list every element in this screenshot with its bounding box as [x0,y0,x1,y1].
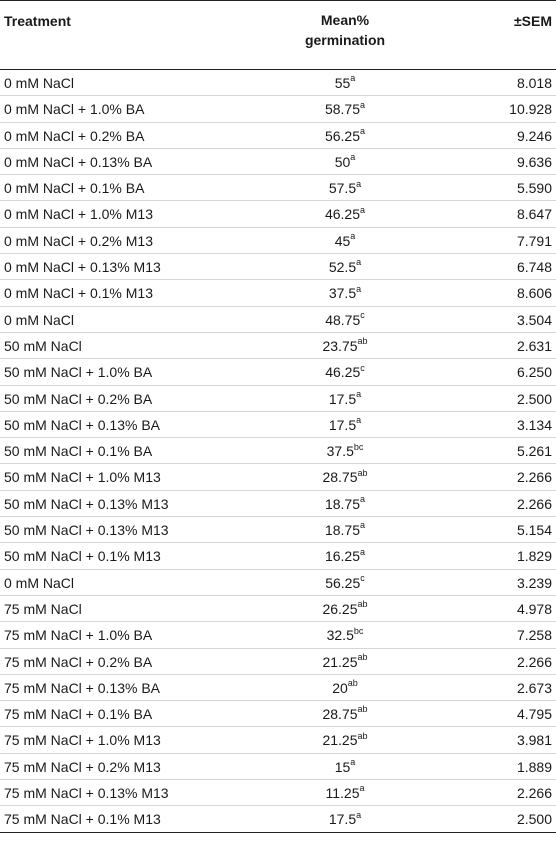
table-row [0,491,556,517]
mean-value: 46.25 [325,364,361,381]
treatment-cell: 75 mM NaCl + 1.0% BA [4,627,153,644]
table-row [0,307,556,333]
significance-letter: ab [357,651,368,662]
treatment-cell: 0 mM NaCl + 1.0% M13 [4,206,153,223]
sem-cell: 2.673 [516,679,552,696]
sem-cell: 7.258 [516,627,552,644]
table-row [0,438,556,464]
significance-letter: c [360,362,365,373]
mean-value: 45 [334,232,351,249]
mean-value: 28.75 [322,469,358,486]
table-row [0,96,556,122]
significance-letter: a [360,125,366,136]
treatment-cell: 0 mM NaCl [4,75,75,91]
mean-germination-cell [270,154,420,170]
sem-cell: 8.018 [516,75,552,91]
sem-cell: 9.246 [516,127,552,144]
mean-germination-cell [270,496,420,512]
mean-value: 20 [332,679,348,696]
sem-cell: 2.266 [516,495,552,512]
sem-cell: 3.981 [516,732,552,749]
sem-cell: 6.748 [516,259,552,276]
sem-cell: 2.631 [516,337,552,354]
significance-letter: a [356,809,362,820]
significance-letter: a [350,73,356,84]
mean-value: 52.5 [328,259,357,276]
significance-letter: a [356,388,362,399]
significance-letter: ab [357,730,368,741]
mean-germination-cell [270,101,420,117]
treatment-cell: 0 mM NaCl + 0.2% BA [4,127,145,144]
sem-cell: 8.647 [516,206,552,223]
table-row [0,254,556,280]
treatment-cell: 0 mM NaCl [4,574,75,591]
mean-value: 28.75 [322,706,358,723]
treatment-cell: 0 mM NaCl + 0.1% M13 [4,285,153,302]
treatment-cell: 50 mM NaCl + 0.13% M13 [4,495,169,512]
mean-value: 57.5 [328,180,357,197]
treatment-cell: 50 mM NaCl + 0.1% M13 [4,548,161,565]
table-row [0,123,556,149]
sem-cell: 4.795 [516,706,552,723]
mean-germination-cell [270,601,420,617]
header-mean-line2: germination [304,32,386,48]
mean-value: 18.75 [324,495,361,512]
header-treatment: Treatment [4,13,71,29]
sem-cell: 3.504 [516,311,552,328]
significance-letter: a [356,178,362,189]
sem-cell: 2.266 [516,469,552,486]
table-row [0,175,556,201]
sem-cell: 2.266 [516,653,552,670]
mean-germination-cell [270,180,420,196]
significance-letter: ab [347,678,358,689]
table-row [0,333,556,359]
table-row [0,359,556,385]
sem-cell: 3.134 [516,416,552,433]
significance-letter: a [359,783,365,794]
treatment-cell: 50 mM NaCl [4,337,82,354]
mean-value: 56.25 [324,127,361,144]
significance-letter: a [360,204,366,215]
treatment-cell: 75 mM NaCl + 0.2% BA [4,653,153,670]
mean-value: 23.75 [322,337,358,354]
sem-cell: 2.266 [516,785,552,802]
table-row [0,412,556,438]
sem-cell: 5.261 [516,443,552,460]
significance-letter: a [350,231,356,242]
mean-value: 15 [334,758,351,775]
mean-value: 18.75 [324,522,361,539]
table-row [0,517,556,543]
table-row [0,754,556,780]
mean-germination-cell [270,443,420,459]
treatment-cell: 75 mM NaCl + 0.13% BA [4,679,161,696]
sem-cell: 6.250 [516,364,552,381]
mean-value: 21.25 [322,732,358,749]
table-row [0,149,556,175]
treatment-cell: 75 mM NaCl + 0.2% M13 [4,758,161,775]
table-row [0,727,556,753]
significance-letter: c [360,310,365,321]
table-row [0,701,556,727]
significance-letter: bc [353,625,364,636]
treatment-cell: 50 mM NaCl + 1.0% M13 [4,469,161,486]
sem-cell: 8.606 [516,285,552,302]
sem-cell: 2.500 [516,390,552,407]
mean-germination-cell [270,388,420,407]
mean-germination-cell [270,75,420,91]
significance-letter: a [360,494,366,505]
mean-value: 16.25 [324,548,361,565]
mean-value: 37.5 [326,443,354,460]
treatment-cell: 0 mM NaCl + 0.13% M13 [4,259,161,276]
header-mean-germination [270,10,420,50]
significance-letter: ab [357,336,368,347]
mean-value: 17.5 [328,416,357,433]
mean-germination-cell [270,706,420,722]
sem-cell: 1.829 [516,548,552,565]
sem-cell: 7.791 [516,232,552,249]
treatment-cell: 50 mM NaCl + 0.13% M13 [4,522,169,539]
mean-germination-cell [270,206,420,222]
mean-value: 58.75 [324,101,361,118]
treatment-cell: 0 mM NaCl + 0.1% BA [4,180,145,197]
treatment-cell: 50 mM NaCl + 0.2% BA [4,390,153,407]
table-row [0,675,556,701]
mean-value: 56.25 [325,574,361,591]
mean-value: 50 [334,153,351,170]
significance-letter: ab [357,467,368,478]
treatment-cell: 75 mM NaCl + 0.13% M13 [4,785,169,802]
sem-cell: 10.928 [509,101,552,118]
sem-cell: 1.889 [516,758,552,775]
significance-letter: a [356,283,362,294]
sem-cell: 3.239 [516,574,552,591]
table-row [0,228,556,254]
sem-cell: 2.500 [516,811,552,828]
treatment-cell: 0 mM NaCl + 0.13% BA [4,153,153,170]
treatment-cell: 75 mM NaCl + 1.0% M13 [4,732,161,749]
table-row [0,280,556,306]
treatment-cell: 75 mM NaCl + 0.1% M13 [4,811,161,828]
mean-germination-cell [270,811,420,827]
mean-germination-cell [270,732,420,748]
sem-cell: 9.636 [516,153,552,170]
mean-germination-cell [270,785,420,801]
header-mean-line1: Mean% [320,12,370,28]
mean-germination-cell [270,572,420,591]
mean-germination-cell [270,259,420,275]
significance-letter: bc [353,441,364,452]
table-row [0,649,556,675]
table-row [0,780,556,806]
mean-germination-cell [270,417,420,433]
mean-value: 48.75 [325,311,361,328]
treatment-cell: 0 mM NaCl + 0.2% M13 [4,232,153,249]
mean-value: 17.5 [328,811,357,828]
mean-value: 21.25 [322,653,358,670]
significance-letter: a [356,257,362,268]
table-row [0,386,556,412]
table-row [0,201,556,227]
table-row [0,70,556,96]
mean-value: 17.5 [328,390,357,407]
mean-germination-cell [270,627,420,643]
mean-value: 55 [334,75,351,91]
mean-germination-cell [270,680,420,696]
mean-germination-cell [270,548,420,564]
table-row [0,596,556,622]
mean-germination-cell [270,364,420,380]
mean-value: 32.5 [326,627,354,644]
sem-cell: 4.978 [516,600,552,617]
significance-letter: a [356,415,362,426]
significance-letter: a [350,757,356,768]
mean-germination-cell [270,759,420,775]
table-body [0,70,556,833]
treatment-cell: 0 mM NaCl + 1.0% BA [4,101,145,118]
mean-germination-cell [270,285,420,301]
mean-germination-cell [270,312,420,328]
significance-letter: a [360,546,366,557]
table-row [0,464,556,490]
mean-germination-cell [270,338,420,354]
treatment-cell: 50 mM NaCl + 1.0% BA [4,364,153,381]
significance-letter: ab [357,704,368,715]
treatment-cell: 75 mM NaCl + 0.1% BA [4,706,153,723]
mean-value: 26.25 [322,600,358,617]
significance-letter: ab [357,599,368,610]
sem-cell: 5.154 [516,522,552,539]
mean-value: 46.25 [324,206,361,223]
significance-letter: a [360,520,366,531]
significance-letter: c [360,572,365,583]
treatment-cell: 0 mM NaCl [4,311,75,328]
significance-letter: a [360,99,366,110]
table-row [0,543,556,569]
sem-cell: 5.590 [516,180,552,197]
mean-germination-cell [270,651,420,670]
mean-germination-cell [270,233,420,249]
table-row [0,806,556,832]
treatment-cell: 75 mM NaCl [4,600,82,617]
mean-germination-cell [270,522,420,538]
mean-germination-cell [270,125,420,144]
table-row [0,570,556,596]
mean-value: 37.5 [328,285,357,302]
significance-letter: a [350,152,356,163]
mean-value: 11.25 [325,785,360,802]
table-header [0,0,556,70]
treatment-cell: 50 mM NaCl + 0.1% BA [4,443,153,460]
treatment-cell: 50 mM NaCl + 0.13% BA [4,416,161,433]
table-row [0,622,556,648]
header-sem: ±SEM [513,13,552,29]
mean-germination-cell [270,469,420,485]
